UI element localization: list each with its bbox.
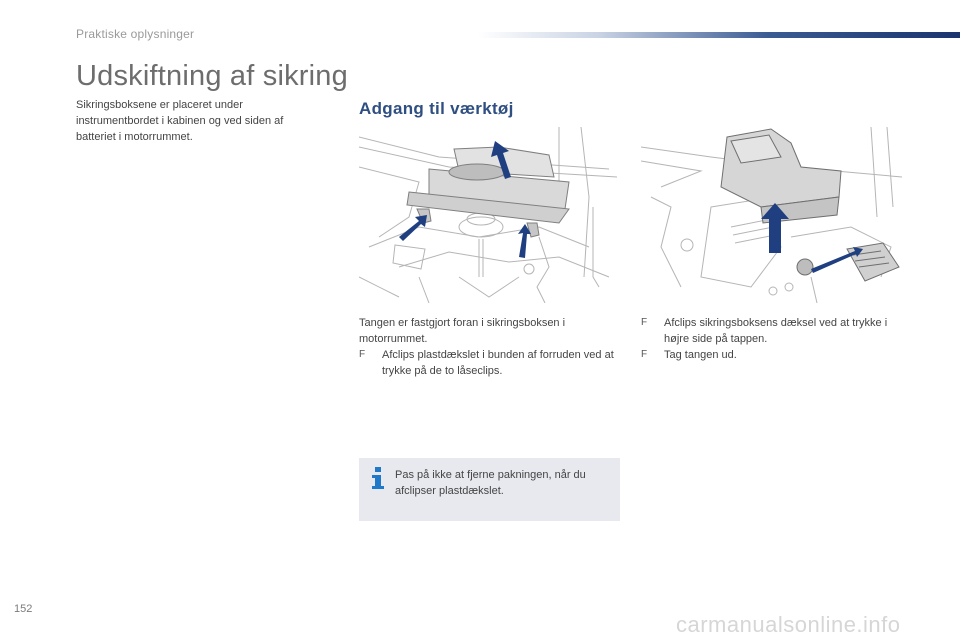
fusebox-lid-drawing (641, 127, 902, 303)
cowl-cover-drawing (359, 127, 619, 303)
list-item (641, 315, 901, 347)
page-title: Udskiftning af sikring (76, 60, 348, 92)
page-number: 152 (14, 603, 33, 615)
right-column-text (641, 315, 901, 363)
note-text: Pas på ikke at fjerne pakningen, når du afclipser plastdækslet. (395, 469, 586, 497)
bullet-text: Tag tangen ud. (664, 349, 737, 361)
bullet-marker: F (359, 349, 366, 360)
info-icon (369, 467, 387, 489)
intro-text: Sikringsboksene er placeret under instrumentbordet i kabinen og ved siden af batteriet i motorrummet. (76, 99, 284, 143)
list-item (359, 347, 617, 379)
illustration-cowl-cover (359, 127, 619, 303)
illustration-fusebox-lid (641, 127, 902, 303)
header-gradient-bar (478, 32, 960, 38)
info-note-box (359, 458, 620, 521)
watermark: carmanualsonline.info (676, 612, 901, 637)
list-item (641, 347, 901, 363)
bullet-text: Afclips plastdækslet i bunden af forruden ved at trykke på de to låseclips. (382, 349, 614, 377)
bullet-marker: F (641, 349, 648, 360)
pliers-location-text: Tangen er fastgjort foran i sikringsboksen i motorrummet. (359, 317, 566, 345)
pliers-drawing (797, 243, 899, 281)
bullet-marker: F (641, 317, 648, 328)
left-column-text (359, 315, 617, 379)
section-header-label: Praktiske oplysninger (76, 27, 195, 41)
section-title: Adgang til værktøj (359, 99, 514, 118)
bullet-text: Afclips sikringsboksens dæksel ved at trykke i højre side på tappen. (664, 317, 888, 345)
